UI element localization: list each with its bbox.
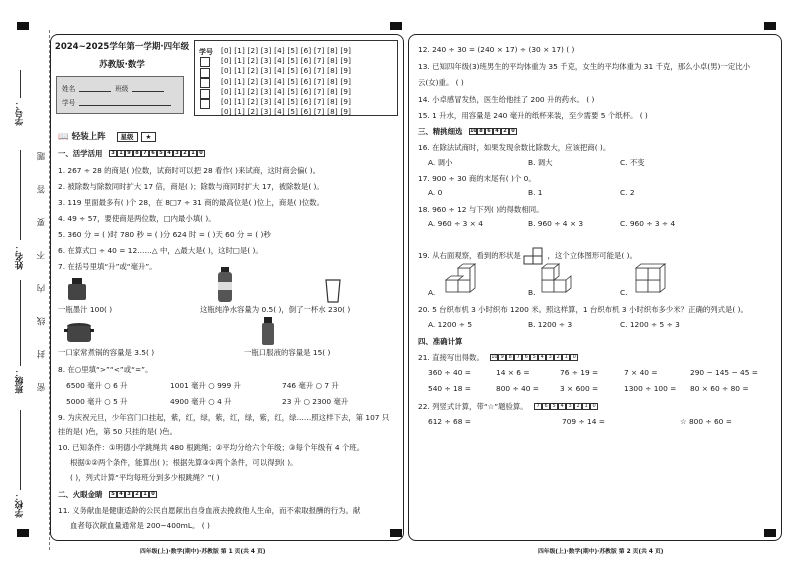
question-15: 15. 1 升水，用容量是 240 毫升的纸杯来装，至少需要 5 个纸杯。 ( ) (418, 111, 648, 120)
score-cell[interactable]: 7 (514, 354, 522, 361)
fill-line (20, 70, 21, 98)
cube-figure-c-icon (634, 262, 674, 296)
vertical-calc-item: 709 ÷ 14 = (562, 417, 605, 426)
exam-title: 2024~2025学年第一学期·四年级 (54, 42, 190, 52)
id-digit-box[interactable] (200, 57, 210, 67)
vertical-calc-item: ☆ 800 ÷ 60 = (680, 417, 732, 426)
binding-margin (6, 30, 50, 550)
score-cell[interactable]: 1 (582, 403, 590, 410)
q16-option-b[interactable]: B. 调大 (528, 158, 553, 167)
score-cell[interactable]: 6 (522, 354, 530, 361)
score-bar[interactable] (109, 491, 157, 500)
score-cell[interactable]: 6 (485, 128, 493, 135)
score-cell[interactable]: 9 (125, 150, 133, 157)
id-bubble-rows (221, 46, 351, 117)
section-3-heading (418, 126, 517, 137)
score-cell[interactable]: 8 (477, 128, 485, 135)
student-info-box (56, 76, 184, 114)
registration-mark (390, 22, 402, 30)
question-11b: 血者每次献血量通常是 200~400mL。 ( ) (70, 521, 210, 530)
question-5: 5. 360 分 = ( )时 780 秒 = ( )分 624 时 = ( )天 60 分 = ( )秒 (58, 230, 271, 239)
score-cell[interactable]: 5 (157, 150, 165, 157)
seal-char: 内 (37, 284, 47, 293)
question-7: 7. 在括号里填“升”或“毫升”。 (58, 262, 157, 271)
seal-char: 线 (37, 317, 47, 326)
level-label: 星级 (117, 132, 138, 142)
calc-item: 360 ÷ 40 = (428, 368, 471, 377)
q17-option-a[interactable]: A. 0 (428, 188, 443, 197)
q7-item-oral: 一瓶口服液的容量是 15( ) (244, 348, 331, 357)
score-cell[interactable]: 5 (109, 491, 117, 498)
q8-item: 1001 毫升 ○ 999 升 (170, 381, 241, 390)
score-cell[interactable]: 4 (538, 354, 546, 361)
score-cell[interactable]: 5 (530, 354, 538, 361)
question-4: 4. 49 ÷ 57，要使商是两位数，□内最小填( )。 (58, 214, 216, 223)
score-cell[interactable]: 6 (149, 150, 157, 157)
score-cell[interactable]: 0 (149, 491, 157, 498)
calc-item: 290 − 145 − 45 = (690, 368, 758, 377)
score-cell[interactable]: 1 (141, 491, 149, 498)
vertical-calc-item: 612 ÷ 68 = (428, 417, 471, 426)
section-3-title: 三、精挑细选 (418, 127, 463, 136)
id-bubble-row[interactable]: [0] [1] [2] [3] [4] [5] [6] [7] [8] [9] (221, 97, 352, 107)
seal-char: 不 (37, 251, 47, 260)
id-bubble-row[interactable]: [0] [1] [2] [3] [4] [5] [6] [7] [8] [9] (221, 107, 352, 117)
q20-option-a[interactable]: A. 1200 ÷ 5 (428, 320, 473, 329)
q21-text: 21. 直接写出得数。 (418, 353, 484, 362)
student-id-grid (194, 40, 398, 116)
oral-liquid-bottle-icon (260, 316, 276, 346)
score-cell[interactable]: 7 (141, 150, 149, 157)
student-no-field[interactable] (79, 98, 171, 106)
question-20: 20. 5 台织布机 3 小时织布 1200 米。照这样算，1 台织布机 3 小时织布多少米？正确的列式是( )。 (418, 305, 748, 314)
name-label: 姓名 (62, 85, 76, 93)
question-3: 3. 119 里面最多有( )个 28，在 8□7 ÷ 31 商的最高位是( )位上，商是( )位数。 (58, 198, 324, 207)
question-16: 16. 在除法试商时，如果发现余数比除数大，应该把商( )。 (418, 143, 611, 152)
score-cell[interactable]: 1 (562, 354, 570, 361)
question-11a: 11. 义务献血是健康适龄的公民自愿献出自身血液去挽救他人生命，而不索取报酬的行为。献 (58, 506, 361, 515)
q8-item: 5000 毫升 ○ 5 升 (66, 397, 128, 406)
question-6: 6. 在算式□ ÷ 40 = 12……△ 中，△最大是( )，这时□是( )。 (58, 246, 263, 255)
score-bar[interactable] (109, 150, 205, 159)
score-cell[interactable]: 4 (558, 403, 566, 410)
star-icon: ★ (141, 132, 157, 142)
score-cell[interactable]: 8 (506, 354, 514, 361)
section-2-heading (58, 489, 157, 500)
class-label: 班级 (115, 85, 129, 93)
id-digit-boxes (200, 57, 210, 110)
q19-option-a[interactable]: A. (428, 288, 436, 297)
q7-item-ink: 一瓶墨汁 100( ) (58, 305, 113, 314)
calc-item: 3 × 600 = (560, 384, 599, 393)
id-bubble-row[interactable]: [0] [1] [2] [3] [4] [5] [6] [7] [8] [9] (221, 56, 352, 66)
fill-line (20, 280, 21, 366)
q19-option-c[interactable]: C. (620, 288, 628, 297)
score-cell[interactable]: 4 (117, 491, 125, 498)
q16-option-a[interactable]: A. 调小 (428, 158, 453, 167)
question-13b: 云(女)重。 ( ) (418, 78, 464, 87)
score-cell[interactable]: 2 (574, 403, 582, 410)
fill-line (20, 150, 21, 240)
calc-item: 76 ÷ 19 = (560, 368, 599, 377)
id-digit-box[interactable] (200, 89, 210, 99)
sidebar-class: 班级： (15, 368, 25, 394)
id-digit-box[interactable] (200, 99, 210, 109)
score-cell[interactable]: 10 (469, 127, 477, 134)
score-cell[interactable]: 0 (590, 403, 598, 410)
q17-option-c[interactable]: C. 2 (620, 188, 635, 197)
question-18: 18. 960 ÷ 12 与下列( )的得数相同。 (418, 205, 544, 214)
score-cell[interactable]: 5 (550, 403, 558, 410)
q7-item-pot: 一口家常煮锅的容量是 3.5( ) (58, 348, 155, 357)
score-cell[interactable]: 2 (501, 128, 509, 135)
question-9: 9. 为庆祝元旦，少年宫门口挂起，紫，红，绿，紫，红，绿，紫，红，绿……照这样下去，第 107 只挂的是( )色，第 50 只挂的是( )色。 (58, 413, 390, 436)
cube-figure-b-icon (540, 262, 580, 296)
id-label: 学号 (199, 48, 213, 56)
q8-item: 6500 毫升 ○ 6 升 (66, 381, 128, 390)
q18-option-b[interactable]: B. 960 ÷ 4 × 3 (528, 219, 584, 228)
score-bar[interactable] (490, 354, 578, 363)
score-cell[interactable]: 2 (133, 491, 141, 498)
score-cell[interactable]: 3 (546, 354, 554, 361)
calc-item: 14 × 6 = (496, 368, 530, 377)
score-cell[interactable]: 3 (109, 150, 117, 157)
q8-item: 23 升 ○ 2300 毫升 (282, 397, 349, 406)
q22-text: 22. 列竖式计算，带“☆”题验算。 (418, 402, 528, 411)
sidebar-school: 学校： (15, 492, 25, 518)
question-10c: ( )，列式计算“平均每班分到多少根跳绳？”( ) (70, 473, 220, 482)
seal-char: 要 (37, 218, 47, 227)
score-cell[interactable]: 4 (493, 128, 501, 135)
page-footer-right: 四年级(上)·数学(期中)·苏教版 第 2 页(共 4 页) (538, 549, 664, 555)
section-1-title: 一、活学活用 (58, 149, 103, 158)
calc-item: 540 ÷ 18 = (428, 384, 471, 393)
score-cell[interactable]: 9 (498, 354, 506, 361)
score-cell[interactable]: 1 (117, 150, 125, 157)
score-cell[interactable]: 6 (542, 403, 550, 410)
question-13a: 13. 已知四年级(3)班男生的平均体重为 35 千克，女生的平均体重为 31 千克，那么小卓(男)一定比小 (418, 62, 751, 71)
question-12: 12. 240 ÷ 30 = (240 × 17) ÷ (30 × 17) ( ) (418, 45, 575, 54)
calc-item: 800 ÷ 40 = (496, 384, 539, 393)
question-1: 1. 267 ÷ 28 的商是( )位数，试商时可以把 28 看作( )来试商，这时商会偏( )。 (58, 166, 320, 175)
id-bubble-row[interactable]: [0] [1] [2] [3] [4] [5] [6] [7] [8] [9] (221, 66, 352, 76)
banner-label: 轻装上阵 (71, 132, 106, 142)
question-17: 17. 900 ÷ 30 商的末尾有( )个 0。 (418, 174, 536, 183)
score-cell[interactable]: 0 (197, 150, 205, 157)
seal-char: 题 (37, 152, 47, 161)
sidebar-student-no: 学号： (15, 100, 25, 126)
score-cell[interactable]: 8 (133, 150, 141, 157)
calc-item: 1300 ÷ 100 = (624, 384, 677, 393)
id-bubble-row[interactable]: [0] [1] [2] [3] [4] [5] [6] [7] [8] [9] (221, 46, 352, 55)
q19-tail: ，这个立体图形可能是( )。 (547, 251, 637, 260)
cooking-pot-icon (64, 320, 94, 344)
name-field[interactable] (79, 84, 111, 92)
score-cell[interactable]: 3 (173, 150, 181, 157)
calc-item: 80 × 60 ÷ 80 = (690, 384, 749, 393)
id-bubble-row[interactable]: [0] [1] [2] [3] [4] [5] [6] [7] [8] [9] (221, 76, 352, 86)
section-1-heading (58, 148, 205, 159)
exam-subtitle: 苏教版·数学 (99, 60, 145, 70)
score-cell[interactable]: 1 (189, 150, 197, 157)
score-cell[interactable]: 4 (165, 150, 173, 157)
registration-mark (764, 22, 776, 30)
seal-char: 密 (37, 383, 47, 392)
page-footer-left: 四年级(上)·数学(期中)·苏教版 第 1 页(共 4 页) (140, 549, 266, 555)
q20-option-c[interactable]: C. 1200 ÷ 5 ÷ 3 (620, 320, 680, 329)
water-bottle-icon (214, 266, 236, 304)
calc-item: 7 × 40 = (624, 368, 658, 377)
id-digit-box[interactable] (200, 68, 210, 78)
question-21 (418, 352, 578, 363)
q19-text: 19. 从右面观察，看到的形状是 (418, 251, 521, 260)
registration-mark (17, 22, 29, 30)
score-cell[interactable]: 10 (491, 353, 498, 360)
q8-item: 4900 毫升 ○ 4 升 (170, 397, 232, 406)
question-14: 14. 小卓感冒发热，医生给他挂了 200 升的药水。 ( ) (418, 95, 595, 104)
question-2: 2. 被除数与除数同时扩大 17 倍，商是( )；除数与商同时扩大 17，被除数是( )。 (58, 182, 324, 191)
glass-cup-icon (324, 278, 342, 304)
score-cell[interactable]: 0 (509, 128, 517, 135)
student-no-label: 学号 (62, 99, 76, 107)
seal-char: 答 (37, 185, 47, 194)
q18-option-c[interactable]: C. 960 ÷ 3 ÷ 4 (620, 219, 676, 228)
book-icon: 📖 (58, 132, 69, 142)
class-field[interactable] (132, 84, 164, 92)
score-cell[interactable]: 3 (125, 491, 133, 498)
q20-option-b[interactable]: B. 1200 ÷ 3 (528, 320, 573, 329)
banner (58, 130, 156, 142)
question-22 (418, 401, 598, 412)
question-10b: 根据①②两个条件，能算出( )；根据先算③①两个条件，可以得到( )。 (70, 458, 298, 467)
section-2-title: 二、火眼金睛 (58, 490, 103, 499)
score-cell[interactable]: 0 (570, 354, 578, 361)
q16-option-c[interactable]: C. 不变 (620, 158, 645, 167)
ink-bottle-icon (66, 277, 88, 301)
score-cell[interactable]: 2 (181, 150, 189, 157)
cube-figure-a-icon (444, 262, 484, 296)
question-10a: 10. 已知条件：①明德小学跳绳共 480 根跳绳；②平均分给六个年级；③每个年级有 4 个班。 (58, 443, 365, 452)
sidebar-name: 姓名： (15, 244, 25, 270)
score-bar[interactable] (534, 403, 598, 412)
seal-char: 封 (37, 350, 47, 359)
section-4-heading: 四、准确计算 (418, 337, 463, 346)
score-cell[interactable]: 2 (554, 354, 562, 361)
question-8: 8. 在○里填“>”“<”或“=”。 (58, 365, 153, 374)
id-bubble-row[interactable]: [0] [1] [2] [3] [4] [5] [6] [7] [8] [9] (221, 86, 352, 96)
id-digit-box[interactable] (200, 78, 210, 88)
q19-option-b[interactable]: B. (528, 288, 536, 297)
q18-option-a[interactable]: A. 960 ÷ 3 × 4 (428, 219, 483, 228)
fill-line (20, 410, 21, 490)
q8-item: 746 毫升 ○ 7 升 (282, 381, 339, 390)
score-cell[interactable]: 7 (534, 403, 542, 410)
score-cell[interactable]: 3 (566, 403, 574, 410)
score-bar[interactable] (469, 128, 517, 137)
q7-item-water: 这瓶纯净水容量为 0.5( )，倒了一杯水 230( ) (200, 305, 351, 314)
q17-option-b[interactable]: B. 1 (528, 188, 543, 197)
